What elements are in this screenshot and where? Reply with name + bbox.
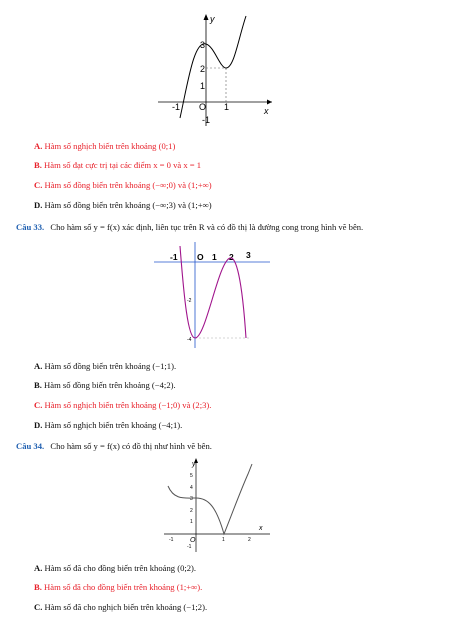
tick-x-2: 2 (248, 537, 251, 543)
tick-x-origin: O (199, 102, 207, 112)
tick-y-1: 1 (200, 81, 206, 91)
q33-option-c[interactable]: C. Hàm số nghịch biến trên khoảng (−1;0) và (2;3). (34, 400, 212, 410)
tick-y-5: 5 (190, 473, 193, 479)
tick-x-1: 1 (212, 252, 217, 262)
tick-x-neg1: -1 (169, 537, 174, 543)
tick-x-2: 2 (229, 252, 234, 262)
tick-y-neg1: -1 (202, 115, 211, 125)
graph-q32 (150, 10, 280, 130)
tick-x-1: 1 (224, 102, 230, 112)
question-33: Câu 33. Cho hàm số y = f(x) xác định, liên tục trên R và có đồ thị là đường cong trong hình vẽ bên. (16, 222, 364, 232)
q33-option-d[interactable]: D. Hàm số nghịch biến trên khoảng (−4;1). (34, 420, 183, 430)
q34-option-c[interactable]: C. Hàm số đã cho nghịch biến trên khoảng (−1;2). (34, 602, 208, 612)
q32-option-c[interactable]: C. Hàm số đồng biến trên khoảng (−∞;0) và (1;+∞) (34, 180, 212, 190)
tick-x-3: 3 (246, 250, 251, 260)
q32-option-b[interactable]: B. Hàm số đạt cực trị tại các điểm x = 0 và x = 1 (34, 160, 202, 170)
function-curve (168, 464, 252, 534)
y-axis-label: y (192, 461, 196, 468)
q32-option-a[interactable]: A. Hàm số nghịch biến trên khoảng (0;1) (34, 141, 176, 151)
q34-option-b[interactable]: B. Hàm số đã cho đồng biến trên khoảng (1;+∞). (34, 582, 203, 592)
tick-x-neg1: -1 (170, 252, 178, 262)
tick-x-origin: O (190, 537, 196, 544)
question-34: Câu 34. Cho hàm số y = f(x) có đồ thị như hình vẽ bên. (16, 441, 212, 451)
tick-y-neg4: -4 (187, 337, 192, 343)
q33-option-a[interactable]: A. Hàm số đồng biến trên khoảng (−1;1). (34, 361, 177, 371)
tick-y-neg2: -2 (187, 298, 192, 304)
y-axis-label: y (210, 14, 215, 24)
tick-y-2: 2 (200, 64, 206, 74)
tick-y-3: 3 (200, 40, 206, 50)
tick-x-1: 1 (222, 537, 225, 543)
tick-y-4: 4 (190, 485, 193, 491)
graph-q34 (160, 456, 275, 556)
tick-x-origin: O (197, 252, 204, 262)
tick-y-3: 3 (190, 496, 193, 502)
tick-y-2: 2 (190, 508, 193, 514)
tick-y-1: 1 (190, 519, 193, 525)
x-axis-label: x (264, 106, 269, 116)
q33-option-b[interactable]: B. Hàm số đồng biến trên khoảng (−4;2). (34, 380, 176, 390)
q34-option-a[interactable]: A. Hàm số đã cho đồng biến trên khoảng (0;2). (34, 563, 197, 573)
function-curve (180, 16, 246, 118)
graph-q33 (150, 238, 275, 350)
tick-x-neg1: -1 (172, 102, 181, 112)
q32-option-d[interactable]: D. Hàm số đồng biến trên khoảng (−∞;3) và (1;+∞) (34, 200, 212, 210)
tick-y-neg1: -1 (187, 544, 192, 550)
x-axis-label: x (259, 525, 263, 532)
